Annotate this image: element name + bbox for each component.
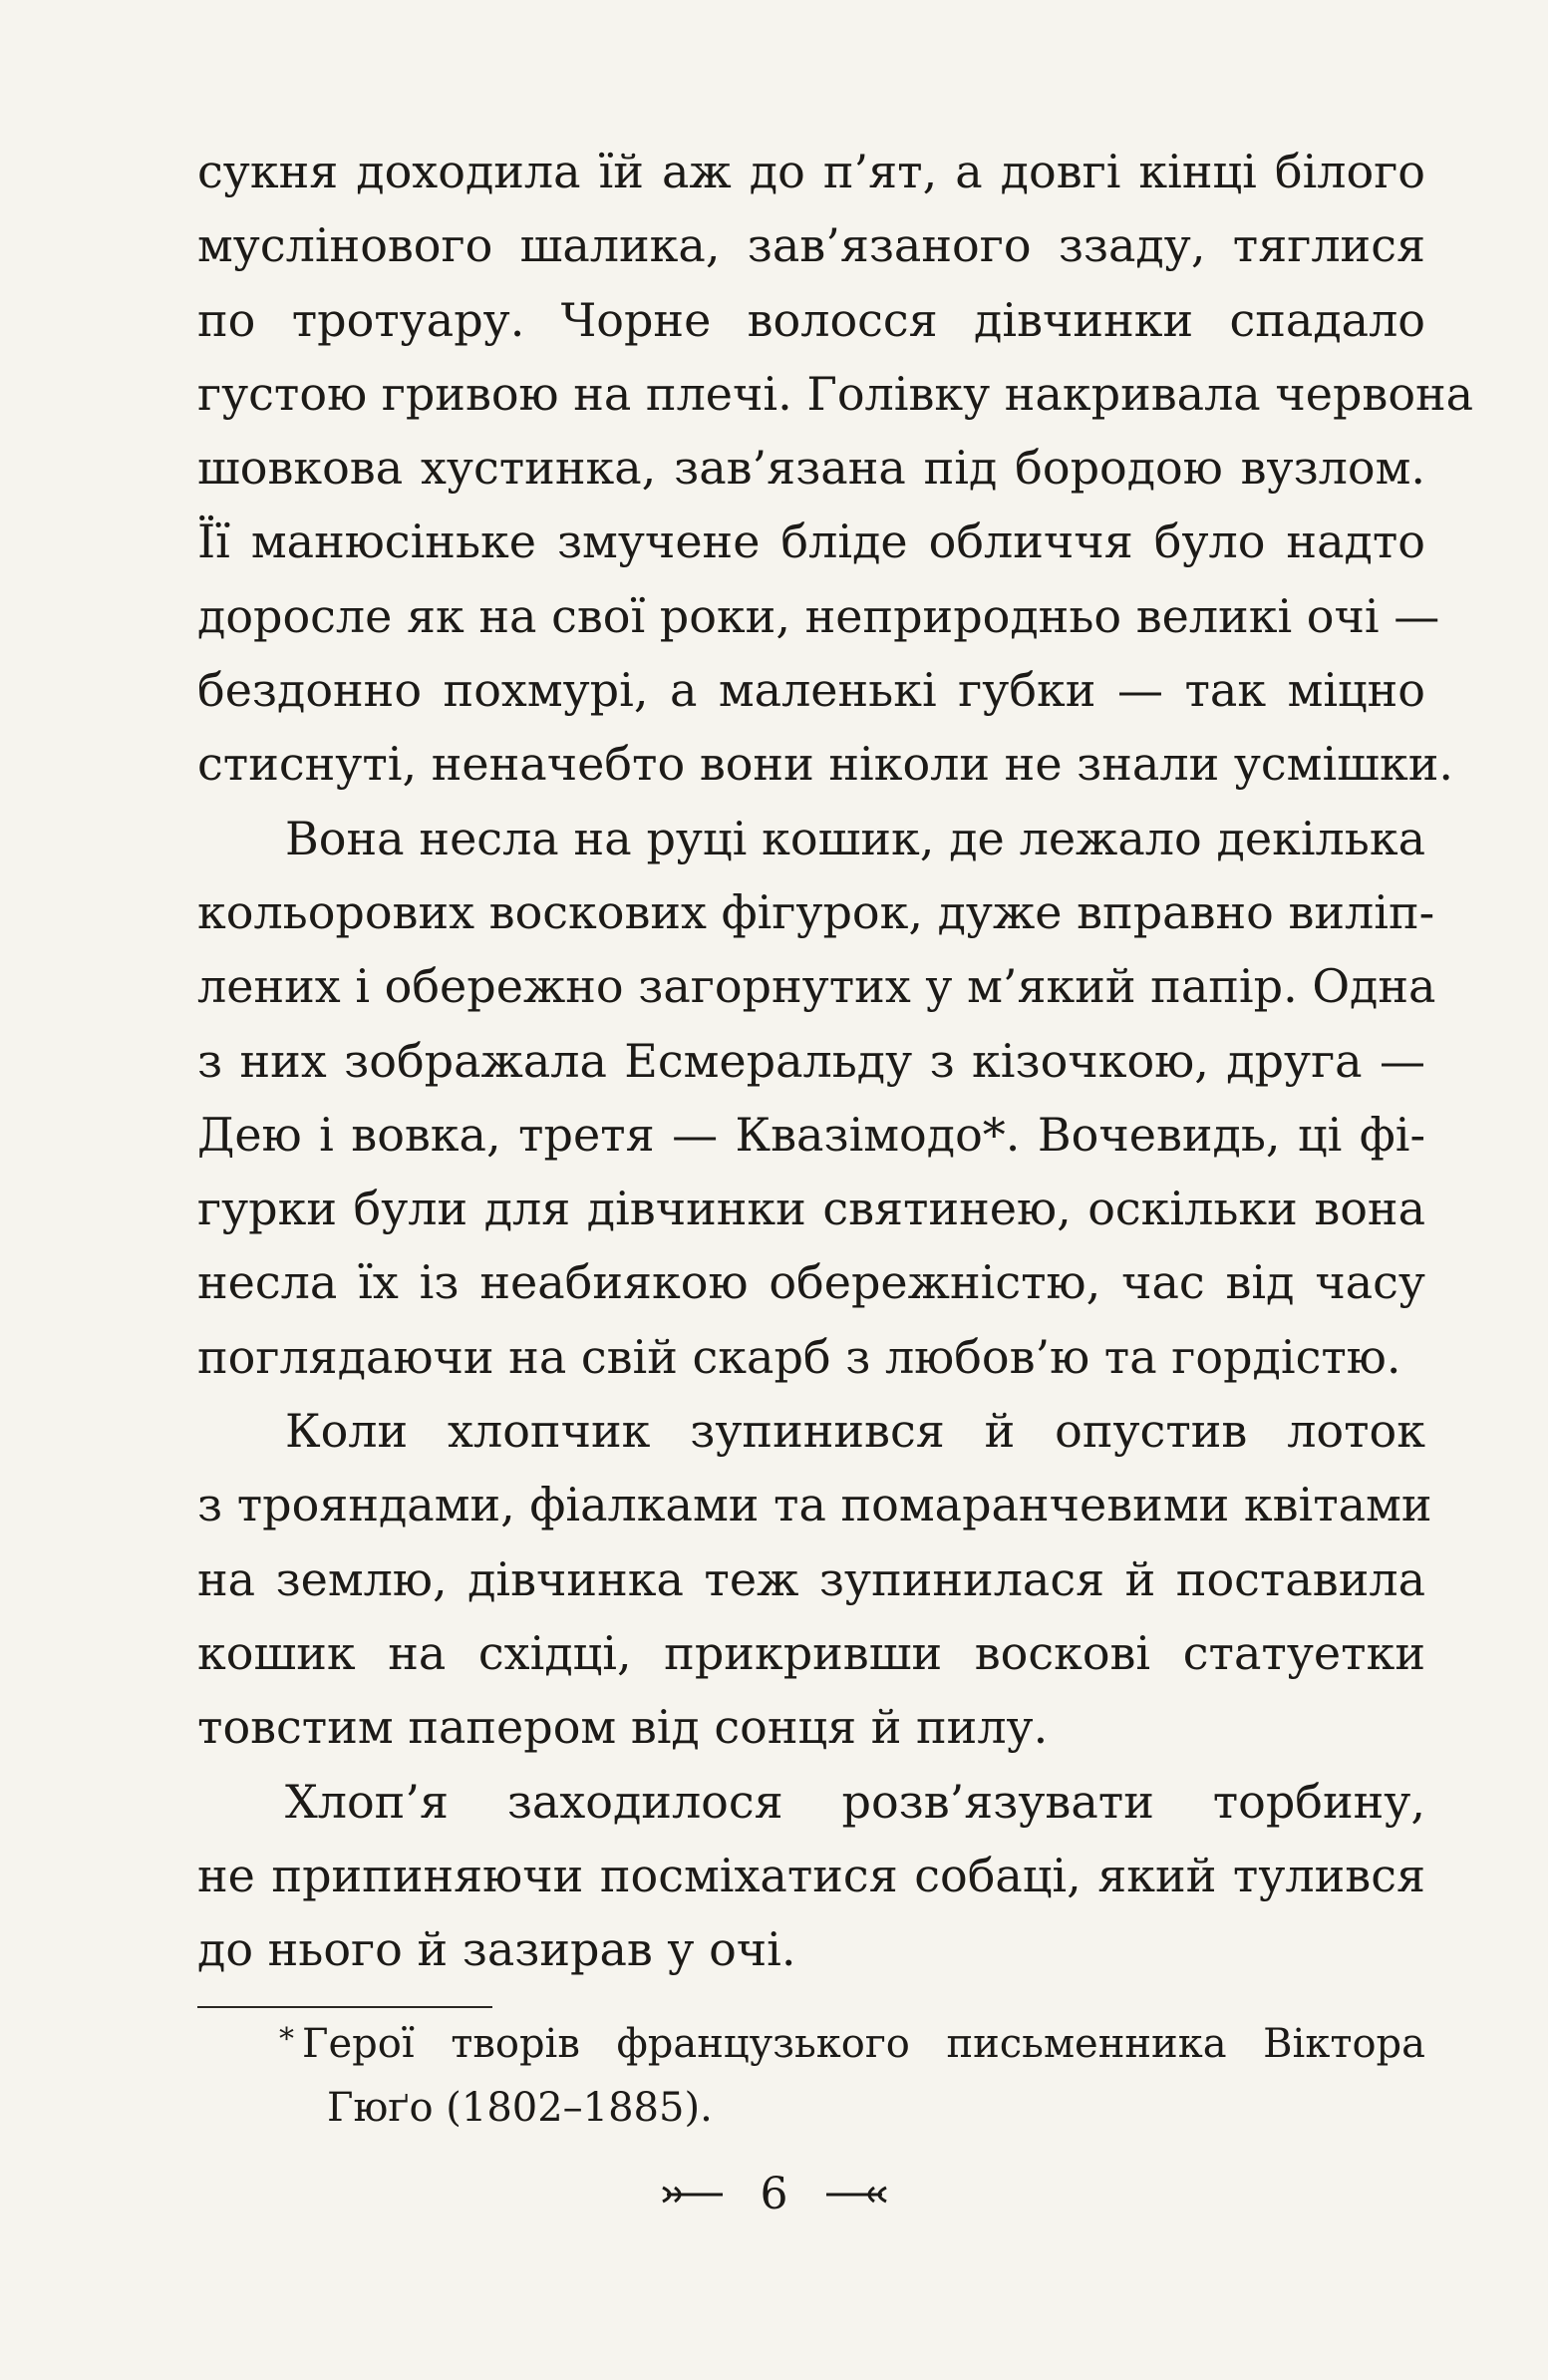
paragraph-first-line: Хлоп’я заходилося розв’язувати торбину, <box>285 1774 1425 1829</box>
text-line: до нього й зазирав у очі. <box>197 1922 796 1977</box>
text-line: товстим папером від сонця й пилу. <box>197 1700 1049 1755</box>
text-line: кошик на східці, прикривши воскові статуетки <box>197 1625 1425 1680</box>
text-line: Її манюсіньке змучене бліде обличчя було надто <box>197 514 1425 569</box>
text-line: на землю, дівчинка теж зупинилася й поставила <box>197 1551 1425 1606</box>
text-line: муслінового шалика, зав’язаного ззаду, тяглися <box>197 218 1425 273</box>
text-line: сукня доходила їй аж до п’ят, а довгі кінці білого <box>197 145 1425 198</box>
text-line: стиснуті, неначебто вони ніколи не знали усмішки. <box>197 737 1453 792</box>
text-line: не припиняючи посміхатися собаці, який тулився <box>197 1848 1425 1902</box>
text-line: кольорових воскових фігурок, дуже вправно виліп- <box>197 884 1435 939</box>
footnote-text: Герої творів французького письменника Віктора <box>302 2021 1425 2067</box>
right-arrow-ornament-icon <box>824 2184 888 2206</box>
footnote-line: Гюґо (1802–1885). <box>327 2085 713 2131</box>
text-line: несла їх із неабиякою обережністю, час від часу <box>197 1255 1425 1310</box>
page-number-block <box>0 2162 1548 2224</box>
footnote <box>197 2012 1425 2140</box>
text-line: з них зображала Есмеральду з кізочкою, друга — <box>197 1033 1425 1088</box>
paragraph-first-line: Коли хлопчик зупинився й опустив лоток <box>285 1404 1425 1459</box>
page-number: 6 <box>760 2168 788 2219</box>
text-line: доросле як на свої роки, неприродньо великі очі — <box>197 588 1440 643</box>
left-arrow-ornament-icon <box>661 2184 725 2206</box>
text-line: поглядаючи на свій скарб з любов’ю та гордістю. <box>197 1329 1401 1384</box>
text-line: по тротуару. Чорне волосся дівчинки спадало <box>197 292 1425 347</box>
text-line: лених і обережно загорнутих у м’який папір. Одна <box>197 959 1436 1014</box>
paragraph-first-line: Вона несла на руці кошик, де лежало декілька <box>285 811 1425 865</box>
text-line: шовкова хустинка, зав’язана під бородою вузлом. <box>197 441 1425 496</box>
text-line: з трояндами, фіалками та помаранчевими квітами <box>197 1478 1432 1532</box>
footnote-separator <box>197 2006 492 2008</box>
footnote-line <box>197 2012 1425 2076</box>
text-line: гурки були для дівчинки святинею, оскільки вона <box>197 1182 1425 1236</box>
text-line: густою гривою на плечі. Голівку накривала червона <box>197 366 1474 421</box>
body-text <box>197 135 1474 1986</box>
footnote-marker: * <box>279 2022 294 2057</box>
text-line: бездонно похмурі, а маленькі губки — так міцно <box>197 663 1425 718</box>
text-line: Дею і вовка, третя — Квазімодо*. Вочевидь, ці фі- <box>197 1107 1425 1162</box>
